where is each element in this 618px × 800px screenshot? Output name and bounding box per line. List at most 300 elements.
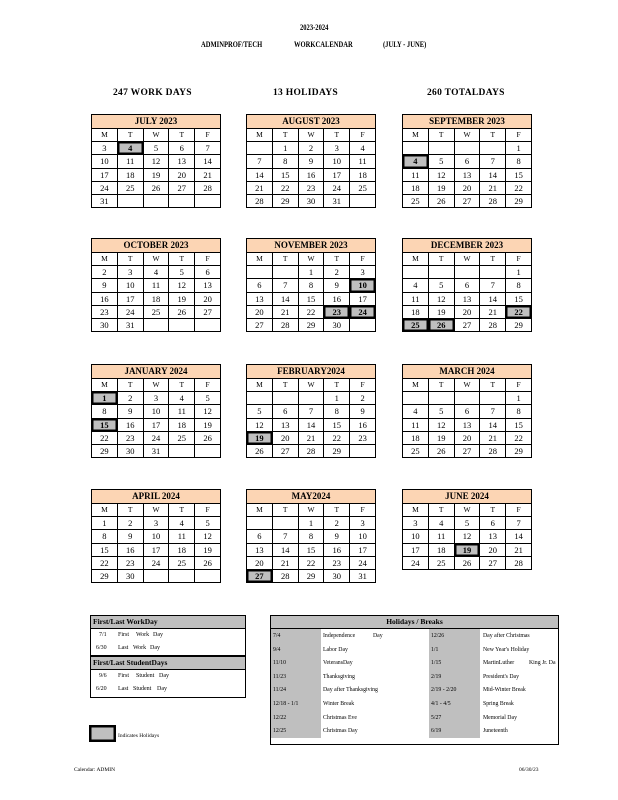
day-cell: 13 (195, 279, 221, 292)
day-cell: 21 (480, 432, 506, 445)
day-cell: 28 (195, 182, 221, 195)
weekday-header: W (299, 504, 325, 517)
day-cell: 15 (506, 169, 532, 182)
day-cell: 1 (324, 392, 350, 405)
day-cell: 9 (350, 405, 376, 418)
month-calendar (246, 238, 376, 332)
day-cell: 13 (455, 419, 481, 432)
day-cell: 6 (455, 155, 481, 168)
holiday-name: Juneteenth (483, 728, 508, 735)
day-cell: 12 (429, 293, 455, 306)
month-grid (402, 503, 532, 570)
day-cell: 28 (247, 195, 273, 208)
day-cell (118, 195, 144, 208)
day-cell: 27 (455, 195, 481, 208)
first-studentday-row (91, 670, 245, 683)
total-days: 260 TOTALDAYS (427, 88, 505, 98)
day-cell: 21 (247, 182, 273, 195)
last-studentday-row (91, 683, 245, 696)
day-cell: 1 (506, 142, 532, 155)
holiday-cell: 27 (247, 570, 273, 583)
day-cell: 8 (92, 405, 118, 418)
weekday-header: T (480, 253, 506, 266)
holiday-name: Independence (323, 633, 356, 639)
day-cell: 31 (350, 570, 376, 583)
weekday-header: W (144, 129, 170, 142)
day-cell (273, 517, 299, 530)
day-cell: 11 (118, 155, 144, 168)
day-cell: 2 (299, 142, 325, 155)
day-cell: 5 (429, 155, 455, 168)
day-cell: 13 (247, 293, 273, 306)
month-grid (246, 378, 376, 458)
last-studentday-word2: Student (133, 686, 152, 692)
month-calendar (402, 364, 532, 458)
weekday-header: M (403, 253, 429, 266)
day-cell: 16 (92, 293, 118, 306)
day-cell (195, 570, 221, 583)
last-workday-word3: Day (150, 645, 160, 651)
day-cell: 1 (506, 392, 532, 405)
day-cell: 12 (169, 279, 195, 292)
month-grid (246, 503, 376, 583)
day-cell (247, 517, 273, 530)
first-workday-row (91, 629, 245, 642)
month-calendar (402, 238, 532, 332)
holiday-cell: 4 (118, 142, 144, 155)
weekday-header: T (118, 379, 144, 392)
day-cell (403, 266, 429, 279)
day-cell: 17 (403, 544, 429, 557)
holidays-breaks-box (270, 615, 559, 745)
day-cell (455, 142, 481, 155)
day-cell (247, 266, 273, 279)
day-cell: 3 (144, 517, 170, 530)
day-cell: 11 (403, 419, 429, 432)
day-cell: 18 (403, 182, 429, 195)
holiday-date: 7/4 (273, 633, 281, 639)
day-cell: 27 (455, 445, 481, 458)
day-cell: 1 (92, 517, 118, 530)
month-grid (402, 378, 532, 458)
day-cell (455, 266, 481, 279)
day-cell: 18 (403, 432, 429, 445)
day-cell: 26 (429, 445, 455, 458)
day-cell: 12 (144, 155, 170, 168)
day-cell: 9 (92, 279, 118, 292)
holiday-date: 9/4 (273, 646, 281, 653)
holiday-name: Winter Break (323, 700, 355, 707)
weekday-header: W (144, 253, 170, 266)
day-cell (169, 319, 195, 332)
day-cell: 7 (273, 530, 299, 543)
holiday-date: 11/23 (273, 673, 286, 680)
day-cell: 20 (455, 306, 481, 319)
day-cell: 27 (169, 182, 195, 195)
holiday-date: 2/19 - 2/20 (431, 687, 457, 694)
day-cell: 30 (324, 570, 350, 583)
weekday-header: T (118, 129, 144, 142)
day-cell: 10 (144, 530, 170, 543)
day-cell: 14 (480, 293, 506, 306)
day-cell: 24 (144, 557, 170, 570)
day-cell: 7 (299, 405, 325, 418)
day-cell: 11 (429, 530, 455, 543)
day-cell: 23 (118, 557, 144, 570)
last-workday-word2: Work (133, 645, 147, 651)
day-cell: 25 (403, 445, 429, 458)
holiday-row (271, 656, 558, 670)
holiday-legend-swatch (89, 725, 116, 742)
day-cell: 22 (273, 182, 299, 195)
month-title: DECEMBER 2023 (402, 238, 532, 252)
day-cell (247, 142, 273, 155)
day-cell: 24 (324, 182, 350, 195)
calendar-range: (JULY - JUNE) (383, 40, 427, 49)
day-cell: 24 (350, 557, 376, 570)
holiday-row (271, 643, 558, 657)
day-cell: 17 (144, 419, 170, 432)
first-studentday-date: 9/6 (99, 673, 107, 679)
calendar-name: WORKCALENDAR (294, 40, 353, 49)
day-cell: 30 (92, 319, 118, 332)
day-cell: 29 (273, 195, 299, 208)
day-cell: 14 (480, 419, 506, 432)
month-grid (246, 252, 376, 332)
day-cell: 15 (273, 169, 299, 182)
month-calendar (91, 238, 221, 332)
weekday-header: F (506, 504, 532, 517)
day-cell: 3 (144, 392, 170, 405)
weekday-header: M (92, 504, 118, 517)
day-cell: 28 (480, 319, 506, 332)
day-cell: 6 (480, 517, 506, 530)
day-cell: 23 (118, 432, 144, 445)
day-cell: 12 (429, 169, 455, 182)
day-cell: 12 (195, 405, 221, 418)
day-cell: 9 (324, 279, 350, 292)
holiday-cell: 23 (324, 306, 350, 319)
day-cell: 5 (144, 142, 170, 155)
day-cell: 20 (195, 293, 221, 306)
holiday-name: Spring Break (483, 700, 514, 707)
day-cell: 19 (195, 419, 221, 432)
holidays-breaks-title (271, 616, 558, 629)
day-cell: 5 (429, 405, 455, 418)
day-cell: 9 (118, 405, 144, 418)
holiday-name: Day after Thanksgiving (323, 687, 378, 694)
day-cell: 8 (506, 155, 532, 168)
holiday-legend-label: Indicates Holidays (118, 733, 160, 739)
day-cell: 31 (92, 195, 118, 208)
weekday-header: T (429, 379, 455, 392)
day-cell (273, 392, 299, 405)
weekday-header: F (195, 253, 221, 266)
holiday-date: 5/27 (431, 714, 442, 721)
day-cell: 28 (480, 445, 506, 458)
day-cell: 21 (273, 557, 299, 570)
holiday-name: Labor Day (323, 646, 348, 653)
first-workday-date: 7/1 (99, 632, 107, 638)
day-cell: 7 (480, 405, 506, 418)
holiday-name: Christmas Eve (323, 714, 357, 721)
day-cell: 7 (480, 155, 506, 168)
day-cell (480, 392, 506, 405)
day-cell: 23 (350, 432, 376, 445)
day-cell (273, 266, 299, 279)
day-cell: 11 (403, 169, 429, 182)
day-cell: 4 (169, 392, 195, 405)
weekday-header: T (118, 504, 144, 517)
last-studentday-word3: Day (157, 686, 167, 692)
weekday-header: W (299, 129, 325, 142)
day-cell: 13 (273, 419, 299, 432)
day-cell: 3 (350, 517, 376, 530)
first-workday-word3: Day (153, 632, 163, 638)
day-cell (169, 195, 195, 208)
studentday-box-title: First/Last StudentDays (91, 657, 245, 670)
weekday-header: T (429, 504, 455, 517)
day-cell: 5 (195, 517, 221, 530)
workday-box-title: First/Last WorkDay (91, 616, 245, 629)
day-cell: 19 (429, 306, 455, 319)
holiday-cell: 4 (403, 155, 429, 168)
day-cell: 18 (403, 306, 429, 319)
day-cell: 30 (299, 195, 325, 208)
day-cell: 17 (92, 169, 118, 182)
month-title: SEPTEMBER 2023 (402, 114, 532, 128)
day-cell: 1 (299, 266, 325, 279)
holiday-row (271, 724, 558, 738)
holiday-cell: 26 (429, 319, 455, 332)
day-cell (429, 392, 455, 405)
day-cell: 5 (455, 517, 481, 530)
day-cell (169, 445, 195, 458)
day-cell: 10 (118, 279, 144, 292)
day-cell: 12 (429, 419, 455, 432)
day-cell (247, 392, 273, 405)
day-cell: 1 (299, 517, 325, 530)
day-cell: 28 (299, 445, 325, 458)
day-cell (480, 142, 506, 155)
holidays-breaks-title-text: Holidays / Breaks (386, 617, 443, 626)
weekday-header: W (299, 379, 325, 392)
holiday-date: 11/10 (273, 660, 286, 667)
first-studentday-word1: First (118, 673, 130, 679)
day-cell (429, 142, 455, 155)
day-cell: 27 (480, 557, 506, 570)
day-cell (403, 142, 429, 155)
day-cell: 10 (144, 405, 170, 418)
day-cell: 3 (118, 266, 144, 279)
day-cell: 8 (299, 279, 325, 292)
day-cell: 4 (350, 142, 376, 155)
first-workday-word2: Work (136, 632, 150, 638)
last-workday-date: 6/30 (96, 645, 107, 651)
last-workday-word1: Last (118, 645, 129, 651)
day-cell: 15 (92, 544, 118, 557)
day-cell: 26 (429, 195, 455, 208)
day-cell: 19 (429, 432, 455, 445)
month-grid (402, 252, 532, 332)
holiday-date: 6/19 (431, 728, 442, 735)
work-days-total: 247 WORK DAYS (113, 88, 192, 98)
month-grid (91, 378, 221, 458)
day-cell: 18 (169, 419, 195, 432)
holiday-cell: 24 (350, 306, 376, 319)
day-cell: 21 (480, 182, 506, 195)
day-cell: 28 (273, 319, 299, 332)
day-cell: 22 (506, 182, 532, 195)
day-cell: 1 (506, 266, 532, 279)
day-cell: 20 (480, 544, 506, 557)
day-cell: 15 (299, 544, 325, 557)
day-cell: 15 (299, 293, 325, 306)
weekday-header: F (350, 504, 376, 517)
day-cell: 17 (350, 293, 376, 306)
day-cell: 18 (350, 169, 376, 182)
day-cell (403, 392, 429, 405)
day-cell: 8 (506, 279, 532, 292)
holiday-date: 1/1 (431, 646, 439, 653)
weekday-header: T (169, 253, 195, 266)
weekday-header: T (273, 379, 299, 392)
holiday-date: 12/22 (273, 714, 287, 721)
month-grid (91, 503, 221, 583)
holiday-name: President's Day (483, 673, 519, 680)
day-cell: 14 (506, 530, 532, 543)
day-cell: 17 (118, 293, 144, 306)
day-cell: 11 (144, 279, 170, 292)
day-cell: 16 (324, 293, 350, 306)
day-cell: 22 (506, 432, 532, 445)
month-title: JULY 2023 (91, 114, 221, 128)
day-cell: 6 (169, 142, 195, 155)
day-cell: 27 (195, 306, 221, 319)
day-cell: 25 (144, 306, 170, 319)
day-cell (195, 319, 221, 332)
day-cell: 6 (247, 279, 273, 292)
weekday-header: F (506, 253, 532, 266)
month-title: APRIL 2024 (91, 489, 221, 503)
day-cell: 19 (169, 293, 195, 306)
day-cell: 22 (299, 557, 325, 570)
day-cell: 21 (506, 544, 532, 557)
day-cell: 30 (324, 319, 350, 332)
holiday-name: MartinLuther (483, 660, 515, 667)
day-cell: 4 (403, 405, 429, 418)
holiday-date: 4/1 - 4/5 (431, 700, 451, 707)
day-cell: 24 (118, 306, 144, 319)
holiday-date: 11/24 (273, 687, 286, 694)
day-cell: 9 (324, 530, 350, 543)
day-cell: 23 (92, 306, 118, 319)
day-cell: 16 (118, 544, 144, 557)
holiday-cell: 25 (403, 319, 429, 332)
holiday-date: 1/15 (431, 660, 442, 667)
day-cell: 15 (506, 293, 532, 306)
holiday-date: 2/19 (431, 673, 442, 680)
day-cell: 19 (195, 544, 221, 557)
month-title: FEBRUARY2024 (246, 364, 376, 378)
day-cell: 14 (299, 419, 325, 432)
day-cell: 26 (144, 182, 170, 195)
studentday-box (90, 656, 246, 698)
day-cell: 10 (350, 530, 376, 543)
day-cell: 11 (169, 405, 195, 418)
day-cell: 1 (273, 142, 299, 155)
day-cell: 16 (118, 419, 144, 432)
weekday-header: T (324, 253, 350, 266)
day-cell: 16 (324, 544, 350, 557)
weekday-header: T (480, 504, 506, 517)
day-cell: 7 (195, 142, 221, 155)
day-cell (350, 195, 376, 208)
weekday-header: T (169, 379, 195, 392)
holiday-name: Mid-Winter Break (483, 687, 526, 694)
holiday-name: Memorial Day (483, 714, 517, 721)
day-cell: 24 (144, 432, 170, 445)
day-cell: 26 (195, 557, 221, 570)
day-cell: 29 (92, 445, 118, 458)
holidays-breaks-list (271, 629, 558, 738)
weekday-header: W (455, 253, 481, 266)
holiday-row (271, 670, 558, 684)
day-cell: 13 (480, 530, 506, 543)
day-cell: 22 (324, 432, 350, 445)
weekday-header: M (247, 379, 273, 392)
day-cell: 3 (350, 266, 376, 279)
holiday-cell: 1 (92, 392, 118, 405)
weekday-header: T (429, 129, 455, 142)
holiday-cell: 10 (350, 279, 376, 292)
day-cell (169, 570, 195, 583)
day-cell: 13 (247, 544, 273, 557)
day-cell: 20 (169, 169, 195, 182)
weekday-header: F (195, 504, 221, 517)
day-cell: 19 (429, 182, 455, 195)
weekday-header: T (429, 253, 455, 266)
day-cell: 12 (455, 530, 481, 543)
day-cell: 7 (506, 517, 532, 530)
weekday-header: M (247, 129, 273, 142)
day-cell (350, 445, 376, 458)
day-cell: 22 (92, 432, 118, 445)
day-cell: 28 (506, 557, 532, 570)
month-calendar (402, 114, 532, 208)
holiday-cell: 22 (506, 306, 532, 319)
holiday-row (271, 711, 558, 725)
day-cell: 29 (299, 319, 325, 332)
day-cell: 4 (403, 279, 429, 292)
day-cell: 2 (92, 266, 118, 279)
day-cell: 6 (455, 405, 481, 418)
day-cell: 6 (247, 530, 273, 543)
day-cell: 14 (480, 169, 506, 182)
day-cell: 12 (195, 530, 221, 543)
weekday-header: M (247, 253, 273, 266)
employee-group: ADMINPROF/TECH (201, 40, 263, 49)
month-title: MARCH 2024 (402, 364, 532, 378)
day-cell: 26 (455, 557, 481, 570)
holiday-name: New Year's Holiday (483, 646, 530, 653)
month-calendar (246, 489, 376, 583)
day-cell: 24 (92, 182, 118, 195)
day-cell: 8 (324, 405, 350, 418)
holiday-name: Thanksgiving (323, 673, 355, 680)
day-cell: 14 (273, 293, 299, 306)
holidays-total: 13 HOLIDAYS (273, 88, 338, 98)
